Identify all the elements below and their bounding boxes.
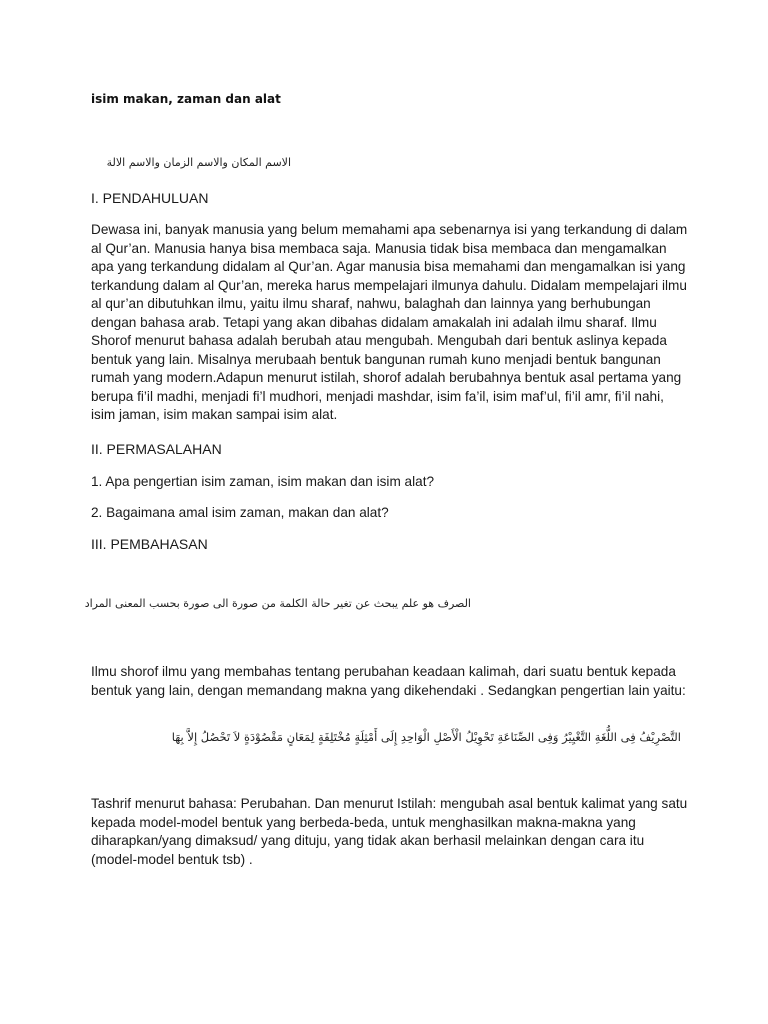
paragraph-pembahasan-2: Tashrif menurut bahasa: Perubahan. Dan menurut Istilah: mengubah asal bentuk kalimat yang satu kepada model-model bentuk yang berbeda-beda, untuk menghasilkan makna-makna yang diharapkan/yang dimaksud/ yang dituju, yang tidak akan berhasil melainkan dengan cara itu (model-model bentuk tsb) . [91, 796, 688, 867]
arabic-title: الاسم المكان والاسم الزمان والاسم الالة [106, 156, 291, 169]
section-heading-pembahasan: III. PEMBAHASAN [91, 536, 208, 552]
question-2: 2. Bagaimana amal isim zaman, makan dan alat? [91, 505, 389, 520]
arabic-definition: الصرف هو علم يبحث عن تغير حالة الكلمة من صورة الى صورة بحسب المعنى المراد [84, 597, 471, 610]
section-heading-permasalahan: II. PERMASALAHAN [91, 441, 222, 457]
question-1: 1. Apa pengertian isim zaman, isim makan dan isim alat? [91, 474, 435, 489]
document-title: isim makan, zaman dan alat [91, 92, 281, 106]
arabic-tasrif-definition: التَّصْرِيْفُ فِى اللُّغَةِ التَّغْيِيْرُ وَفِى الصِّنَاعَةِ تَحْوِيْلُ الْأَصْلِ الْوَاحِدِ إِلَى أَمْثِلَةٍ مُخْتَلِفَةٍ لِمَعَانٍ مَقْصُوْدَةٍ لاَ تَحْصُلُ إِلاَّ بِهَا [171, 730, 681, 744]
paragraph-pembahasan-1: Ilmu shorof ilmu yang membahas tentang perubahan keadaan kalimah, dari suatu bentuk kepada bentuk yang lain, dengan memandang makna yang dikehendaki . Sedangkan pengertian lain yaitu: [91, 664, 686, 698]
section-heading-pendahuluan: I. PENDAHULUAN [91, 190, 209, 206]
paragraph-pendahuluan: Dewasa ini, banyak manusia yang belum memahami apa sebenarnya isi yang terkandung di dalam al Qur’an. Manusia hanya bisa membaca saja. Manusia tidak bisa membaca dan mengamalkan apa yang terkandung didalam al Qur’an. Agar manusia bisa memahami dan mengamalkan isi yang terkandung dalam al Qur’an, mereka harus mempelajari ilmunya dahulu. Didalam mempelajari ilmu al qur’an dibutuhkan ilmu, yaitu ilmu sharaf, nahwu, balaghah dan lainnya yang berhubungan dengan bahasa arab. Tetapi yang akan dibahas didalam amakalah ini adalah ilmu sharaf. Ilmu Shorof menurut bahasa adalah berubah atau mengubah. Mengubah dari bentuk aslinya kepada bentuk yang lain. Misalnya merubaah bentuk bangunan rumah kuno menjadi bentuk bangunan rumah yang modern.Adapun menurut istilah, shorof adalah berubahnya bentuk asal pertama yang berupa fi’il madhi, menjadi fi’l mudhori, menjadi mashdar, isim fa’il, isim maf’ul, fi’il amr, fi’il nahi, isim jaman, isim makan sampai isim alat. [91, 222, 688, 422]
